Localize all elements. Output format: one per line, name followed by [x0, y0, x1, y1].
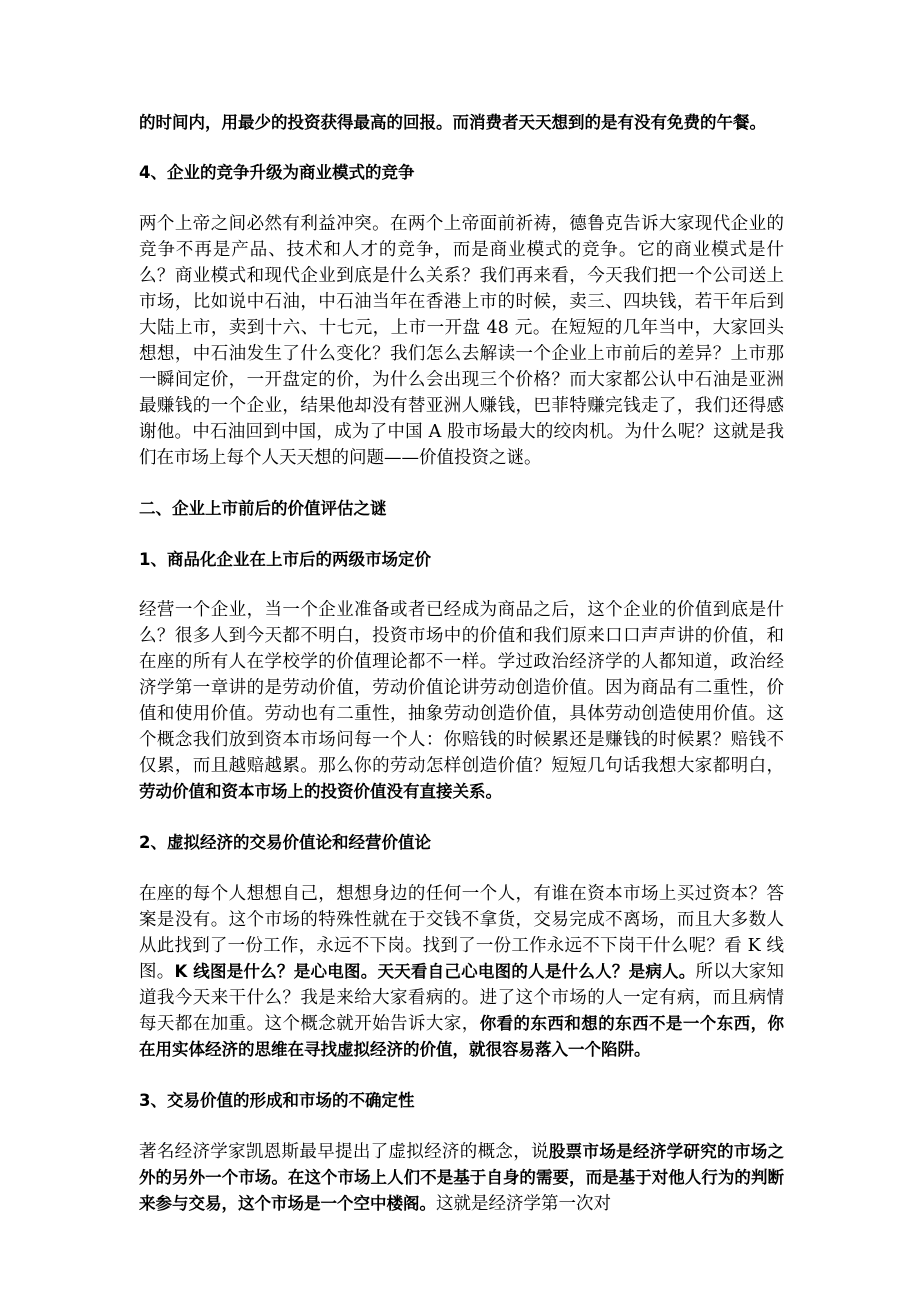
bold-run: 你看的东西和想的东西不是一个东西，你在用实体经济的思维在寻找虚拟经济的价值，就很容易落入一个陷阱。	[139, 1014, 785, 1059]
paragraph-k-line	[139, 881, 784, 1063]
paragraph-labor-value	[139, 597, 784, 805]
heading-market-uncertainty: 3、交易价值的形成和市场的不确定性	[139, 1091, 415, 1110]
heading-two-level-pricing: 1、商品化企业在上市后的两级市场定价	[139, 550, 431, 569]
text-run: 所以大家知道我今天来干什么？我是来给大家看病的。进了这个市场的人一定有病，而且病情每天都在加重。这个概念就开始告诉大家，	[139, 962, 785, 1034]
bold-run: K 线图是什么？是心电图。天天看自己心电图的人是什么人？是病人。	[174, 962, 696, 981]
text-run: 经营一个企业，当一个企业准备或者已经成为商品之后，这个企业的价值到底是什么？很多人到今天都不明白，投资市场中的价值和我们原来口口声声讲的价值，和在座的所有人在学校学的价值理论都不一样。学过政治经济学的人都知道，政治经济学第一章讲的是劳动价值，劳动价值论讲劳动创造价值。因为商品有二重性，价值和使用价值。劳动也有二重性，抽象劳动创造价值，具体劳动创造使用价值。这个概念我们放到资本市场问每一个人：你赔钱的时候累还是赚钱的时候累？赔钱不仅累，而且越赔越累。那么你的劳动怎样创造价值？短短几句话我想大家都明白，	[139, 600, 784, 776]
bold-run: 劳动价值和资本市场上的投资价值没有直接关系。	[139, 782, 502, 801]
heading-virtual-economy: 2、虚拟经济的交易价值论和经营价值论	[139, 833, 431, 852]
document-page	[139, 110, 784, 1242]
heading-competition: 4、企业的竞争升级为商业模式的竞争	[139, 163, 415, 182]
bold-run: 股票市场是经济学研究的市场之外的另外一个市场。在这个市场上人们不是基于自身的需要，而是基于对他人行为的判断来参与交易，这个市场是一个空中楼阁。	[139, 1142, 785, 1213]
paragraph-petrochina: 两个上帝之间必然有利益冲突。在两个上帝面前祈祷，德鲁克告诉大家现代企业的竞争不再是产品、技术和人才的竞争，而是商业模式的竞争。它的商业模式是什么？商业模式和现代企业到底是什么关系？我们再来看，今天我们把一个公司送上市场，比如说中石油，中石油当年在香港上市的时候，卖三、四块钱，若干年后到大陆上市，卖到十六、十七元，上市一开盘 48 元。在短短的几年当中，大家回头想想，中石油发生了什么变化？我们怎么去解读一个企业上市前后的差异？上市那一瞬间定价，一开盘定的价，为什么会出现三个价格？而大家都公认中石油是亚洲最赚钱的一个企业，结果他却没有替亚洲人赚钱，巴菲特赚完钱走了，我们还得感谢他。中石油回到中国，成为了中国 A 股市场最大的绞肉机。为什么呢？这就是我们在市场上每个人天天想的问题——价值投资之谜。	[139, 214, 784, 468]
heading-section-two: 二、企业上市前后的价值评估之谜	[139, 499, 387, 518]
paragraph-intro: 的时间内，用最少的投资获得最高的回报。而消费者天天想到的是有没有免费的午餐。	[139, 113, 766, 132]
text-run: 这就是经济学第一次对	[436, 1194, 611, 1214]
text-run: 在座的每个人想想自己，想想身边的任何一个人，有谁在资本市场上买过资本？答案是没有。这个市场的特殊性就在于交钱不拿货，交易完成不离场，而且大多数人从此找到了一份工作，永远不下岗。找到了一份工作永远不下岗干什么呢？看 K 线图。	[139, 884, 784, 982]
text-run: 著名经济学家凯恩斯最早提出了虚拟经济的概念，说	[139, 1142, 549, 1162]
paragraph-keynes	[139, 1139, 784, 1217]
